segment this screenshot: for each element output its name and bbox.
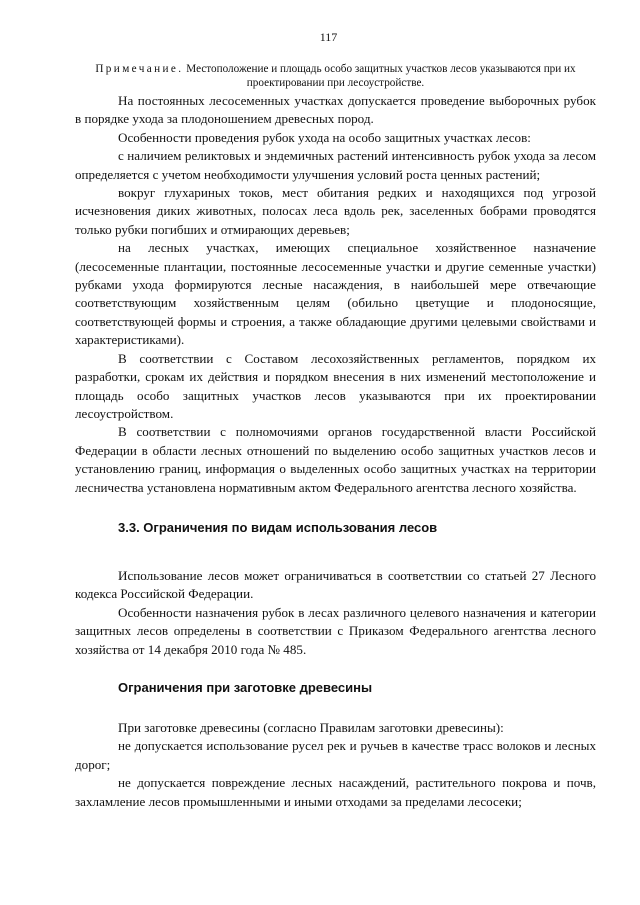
spacer bbox=[75, 697, 596, 719]
paragraph: В соответствии с Составом лесохозяйственных регламентов, порядком их разработки, срокам их действия и порядком внесения в них изменений местоположение и площадь особо защитных участков лесов указываются при их проектировании лесоустройством. bbox=[75, 350, 596, 421]
body-sub bbox=[75, 719, 596, 811]
body-section bbox=[75, 567, 596, 659]
paragraph: При заготовке древесины (согласно Правилам заготовки древесины): bbox=[118, 719, 504, 735]
paragraph: На постоянных лесосеменных участках допускается проведение выборочных рубок в порядке ухода за плодоношением древесных пород. bbox=[75, 93, 596, 127]
note-label: Примечание. bbox=[95, 63, 184, 75]
subheading: Ограничения при заготовке древесины bbox=[118, 679, 373, 695]
paragraph: Особенности проведения рубок ухода на особо защитных участках лесов: bbox=[118, 129, 531, 145]
note-text: Местоположение и площадь особо защитных участков лесов указываются при их проектировании при лесоустройстве. bbox=[183, 63, 576, 89]
paragraph: на лесных участках, имеющих специальное хозяйственное назначение (лесосеменные плантации, постоянные лесосеменные участки и другие семенные участки) рубками ухода формируются лесные насаждения, в наибольшей мере отвечающие соответствующим хозяйственным целям (обильно цветущие и плодоносящие, соответствующей формы и строения, а также обладающие другими целевыми свойствами и характеристиками). bbox=[75, 240, 596, 348]
paragraph: В соответствии с полномочиями органов государственной власти Российской Федерации в области лесных отношений по выделению особо защитных участков лесов и установлению границ, информация о выделенных особо защитных участках на территории лесничества установлена нормативным актом Федерального агентства лесного хозяйства. bbox=[75, 424, 596, 495]
note bbox=[71, 62, 600, 90]
paragraph: не допускается повреждение лесных насаждений, растительного покрова и почв, захламление лесов промышленными и иными отходами за пределами лесосеки; bbox=[75, 775, 596, 809]
body-top bbox=[75, 92, 596, 497]
paragraph: вокруг глухариных токов, мест обитания редких и находящихся под угрозой исчезновения диких животных, полосах леса вдоль рек, заселенных бобрами проводятся только рубки погибших и отмирающих деревьев; bbox=[75, 185, 596, 237]
paragraph: Использование лесов может ограничиваться в соответствии со статьей 27 Лесного кодекса Российской Федерации. bbox=[75, 567, 596, 602]
spacer bbox=[75, 537, 596, 567]
paragraph: с наличием реликтовых и эндемичных растений интенсивность рубок ухода за лесом определяется с учетом необходимости улучшения условий роста ценных растений; bbox=[75, 148, 596, 182]
page-number: 117 bbox=[319, 30, 338, 44]
section-heading: 3.3. Ограничения по видам использования лесов bbox=[118, 519, 438, 535]
paragraph: Особенности назначения рубок в лесах различного целевого назначения и категории защитных лесов определены в соответствии с Приказом Федерального агентства лесного хозяйства от 14 декабря 2010 года № 485. bbox=[75, 604, 596, 657]
paragraph: не допускается использование русел рек и ручьев в качестве трасс волоков и лесных дорог; bbox=[75, 738, 596, 772]
